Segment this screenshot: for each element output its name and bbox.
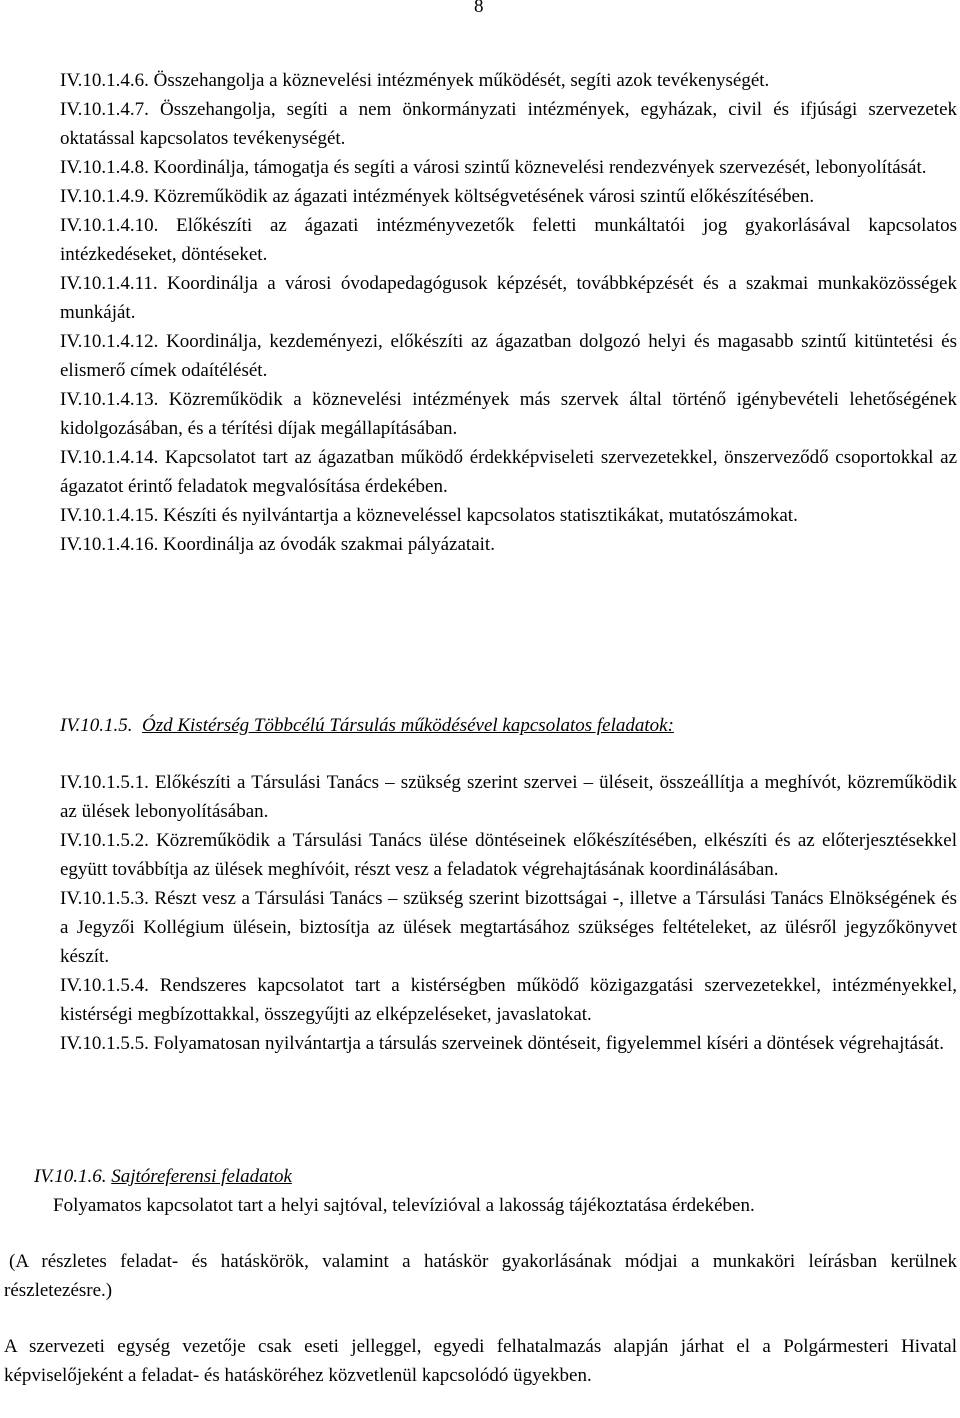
item-number: IV.10.1.4.9.: [60, 186, 149, 207]
item-text: Előkészíti a Társulási Tanács – szükség szerint szervei – üléseit, összeállítja a meghívót, közreműködik az ülések lebonyolításában.: [60, 772, 957, 822]
list-item: [60, 153, 957, 182]
section-6-text: Folyamatos kapcsolatot tart a helyi sajtóval, televízióval a lakosság tájékoztatása érdekében.: [53, 1195, 755, 1216]
item-text: Előkészíti az ágazati intézményvezetők feletti munkáltatói jog gyakorlásával kapcsolatos intézkedéseket, döntéseket.: [60, 215, 957, 265]
list-item: [60, 884, 957, 971]
item-number: IV.10.1.4.6.: [60, 70, 149, 91]
item-text: Közreműködik az ágazati intézmények költségvetésének városi szintű előkészítésében.: [148, 186, 815, 207]
list-item: [60, 768, 957, 826]
list-item: [60, 385, 957, 443]
item-number: IV.10.1.4.16.: [60, 534, 159, 555]
item-number: IV.10.1.4.14.: [60, 447, 159, 468]
heading-number: IV.10.1.5.: [60, 715, 133, 736]
item-number: IV.10.1.5.3.: [60, 888, 149, 909]
list-item: [60, 327, 957, 385]
item-text: Koordinálja a városi óvodapedagógusok képzését, továbbképzését és a szakmai munkaközösségek munkáját.: [60, 273, 957, 323]
item-number: IV.10.1.4.13.: [60, 389, 159, 410]
item-number: IV.10.1.4.12.: [60, 331, 159, 352]
heading-number: IV.10.1.6.: [34, 1166, 107, 1187]
item-text: Rendszeres kapcsolatot tart a kistérségben működő közigazgatási szervezetekkel, intézményekkel, kistérségi megbízottakkal, összegyűjti az elképzeléseket, javaslatokat.: [60, 975, 957, 1025]
list-item: [60, 182, 957, 211]
item-text: Koordinálja, támogatja és segíti a városi szintű köznevelési rendezvények szervezését, lebonyolítását.: [148, 157, 927, 178]
item-text: Koordinálja az óvodák szakmai pályázatait.: [158, 534, 495, 555]
list-item: [60, 826, 957, 884]
item-number: IV.10.1.5.5.: [60, 1033, 149, 1054]
item-text: Részt vesz a Társulási Tanács – szükség szerint bizottságai -, illetve a Társulási Tanács Elnökségének és a Jegyzői Kollégium ülésein, biztosítja az ülések megtartásához szükséges feltételeket, az ülésről jegyzőkönyvet készít.: [60, 888, 957, 967]
list-item: [60, 501, 957, 530]
list-item: [60, 269, 957, 327]
item-number: IV.10.1.5.2.: [60, 830, 149, 851]
final-paragraph: A szervezeti egység vezetője csak eseti jelleggel, egyedi felhatalmazás alapján járhat el a Polgármesteri Hivatal képviselőjeként a feladat- és hatásköréhez közvetlenül kapcsolódó ügyekben.: [4, 1336, 957, 1386]
list-item: [60, 530, 957, 559]
item-number: IV.10.1.5.4.: [60, 975, 149, 996]
page-number: 8: [474, 0, 484, 17]
item-number: IV.10.1.4.15.: [60, 505, 159, 526]
section-5-list: [60, 768, 957, 1058]
item-text: Kapcsolatot tart az ágazatban működő érdekképviseleti szervezetekkel, önszerveződő csoportokkal az ágazatot érintő feladatok megvalósítása érdekében.: [60, 447, 957, 497]
heading-title: Ózd Kistérség Többcélú Társulás működésével kapcsolatos feladatok:: [141, 715, 674, 736]
list-item: [60, 443, 957, 501]
section-heading-5: [60, 711, 674, 740]
list-item: [60, 95, 957, 153]
item-text: Készíti és nyilvántartja a közneveléssel kapcsolatos statisztikákat, mutatószámokat.: [158, 505, 798, 526]
section-heading-6: [34, 1162, 292, 1191]
item-text: Közreműködik a Társulási Tanács ülése döntéseinek előkészítésében, elkészíti és az előterjesztésekkel együtt továbbítja az ülések meghívóit, részt vesz a feladatok végrehajtásának koordinálásában.: [60, 830, 957, 880]
item-text: Közreműködik a köznevelési intézmények más szervek által történő igénybevételi lehetőségének kidolgozásában, és a térítési díjak megállapításában.: [60, 389, 957, 439]
list-item: [60, 971, 957, 1029]
list-item: [60, 1029, 957, 1058]
item-number: IV.10.1.4.7.: [60, 99, 149, 120]
note-paragraph: (A részletes feladat- és hatáskörök, valamint a hatáskör gyakorlásának módjai a munkaköri leírásban kerülnek részletezésre.): [4, 1251, 957, 1301]
item-number: IV.10.1.4.11.: [60, 273, 158, 294]
list-item: [60, 211, 957, 269]
item-number: IV.10.1.5.1.: [60, 772, 149, 793]
heading-title: Sajtóreferensi feladatok: [111, 1166, 292, 1187]
item-number: IV.10.1.4.8.: [60, 157, 149, 178]
item-number: IV.10.1.4.10.: [60, 215, 159, 236]
list-item: [60, 66, 957, 95]
item-text: Folyamatosan nyilvántartja a társulás szerveinek döntéseit, figyelemmel kíséri a döntések végrehajtását.: [148, 1033, 944, 1054]
item-text: Összehangolja, segíti a nem önkormányzati intézmények, egyházak, civil és ifjúsági szervezetek oktatással kapcsolatos tevékenységét.: [60, 99, 957, 149]
item-text: Összehangolja a köznevelési intézmények működését, segíti azok tevékenységét.: [148, 70, 770, 91]
section-4-list: [60, 66, 957, 559]
item-text: Koordinálja, kezdeményezi, előkészíti az ágazatban dolgozó helyi és magasabb szintű kitüntetési és elismerő címek odaítélését.: [60, 331, 957, 381]
